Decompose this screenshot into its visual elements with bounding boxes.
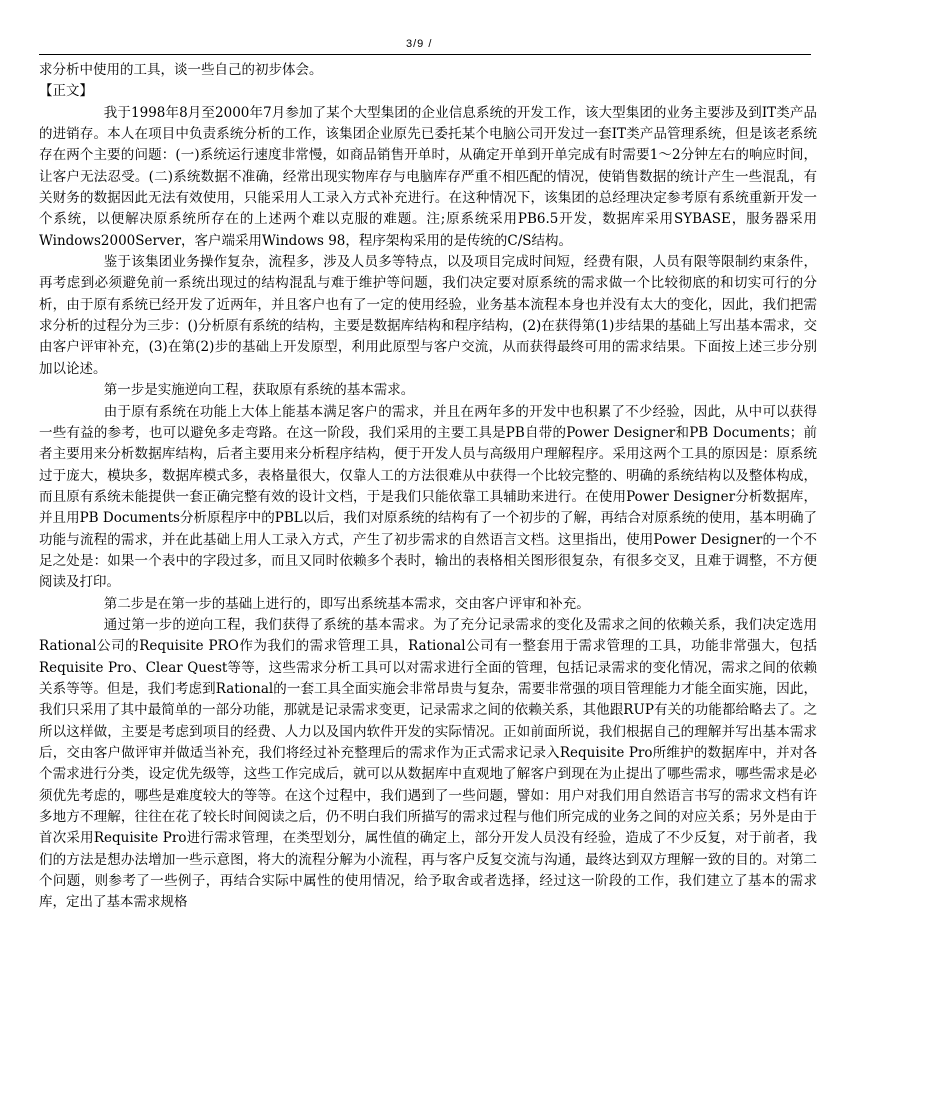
paragraph-analysis-approach: 鉴于该集团业务操作复杂，流程多，涉及人员多等特点，以及项目完成时间短，经费有限，人员有限等限制约束条件，再考虑到必须避免前一系统出现过的结构混乱与难于维护等问题，我们决定要对原系统的需求做一个比较彻底的和切实可行的分析，由于原有系统已经开发了近两年，并且客户也有了一定的使用经验，业务基本流程本身也并没有太大的变化，因此，我们把需求分析的过程分为三步：()分析原有系统的结构，主要是数据库结构和程序结构，(2)在获得第(1)步结果的基础上写出基本需求，交由客户评审补充，(3)在第(2)步的基础上开发原型，利用此原型与客户交流，从而获得最终可用的需求结果。下面按上述三步分别加以论述。 — [39, 254, 817, 377]
page-header — [0, 38, 950, 56]
paragraph-reverse-engineering: 由于原有系统在功能上大体上能基本满足客户的需求，并且在两年多的开发中也积累了不少经验，因此，从中可以获得一些有益的参考，也可以避免多走弯路。在这一阶段，我们采用的主要工具是PB自带的Power Designer和PB Documents；前者主要用来分析数据库结构，后者主要用来分析程序结构，便于开发人员与高级用户理解程序。采用这两个工具的原因是：原系统过于庞大，模块多，数据库模式多，表格量很大，仅靠人工的方法很难从中获得一个比较完整的、明确的系统结构以及整体构成，而且原有系统未能提供一套正确完整有效的设计文档，于是我们只能依靠工具辅助来进行。在使用Power Designer分析数据库，并且用PB Documents分析原程序中的PBL以后，我们对原系统的结构有了一个初步的了解，再结合对原系统的使用，基本明确了功能与流程的需求，并在此基础上用人工录入方式，产生了初步需求的自然语言文档。这里指出，使用Power Designer的一个不足之处是：如果一个表中的字段过多，而且又同时依赖多个表时，输出的表格相关图形很复杂，有很多交叉，且难于调整，不方便阅读及打印。 — [39, 403, 817, 591]
document-body — [39, 60, 817, 914]
header-divider — [39, 54, 811, 55]
paragraph-project-background: 我于1998年8月至2000年7月参加了某个大型集团的企业信息系统的开发工作，该大型集团的业务主要涉及到IT类产品的进销存。本人在项目中负责系统分析的工作，该集团企业原先已委托某个电脑公司开发过一套IT类产品管理系统，但是该老系统存在两个主要的问题：(一)系统运行速度非常慢，如商品销售开单时，从确定开单到开单完成有时需要1～2分钟左右的响应时间，让客户无法忍受。(二)系统数据不准确，经常出现实物库存与电脑库存严重不相匹配的情况，使销售数据的统计产生一些混乱，有关财务的数据因此无法有效使用，只能采用人工录入方式补充进行。在这种情况下，该集团的总经理决定参考原有系统重新开发一个系统，以便解决原系统所存在的上述两个难以克服的难题。注;原系统采用PB6.5开发，数据库采用SYBASE，服务器采用Windows2000Server，客户端采用Windows 98，程序架构采用的是传统的C/S结构。 — [39, 104, 817, 249]
page-number: 3/9 / — [406, 38, 433, 50]
section-heading: 【正文】 — [39, 83, 93, 100]
paragraph-requirements-management: 通过第一步的逆向工程，我们获得了系统的基本需求。为了充分记录需求的变化及需求之间的依赖关系，我们决定选用Rational公司的Requisite PRO作为我们的需求管理工具，Rational公司有一整套用于需求管理的工具，功能非常强大，包括Requisite Pro、Clear Quest等等，这些需求分析工具可以对需求进行全面的管理，包括记录需求的变化情况，需求之间的依赖关系等等。但是，我们考虑到Rational的一套工具全面实施会非常昂贵与复杂，需要非常强的项目管理能力才能全面实施，因此，我们只采用了其中最简单的一部分功能，那就是记录需求变更，记录需求之间的依赖关系，其他跟RUP有关的功能都给略去了。之所以这样做，主要是考虑到项目的经费、人力以及国内软件开发的实际情况。正如前面所说，我们根据自己的理解并写出基本需求后，交由客户做评审并做适当补充，我们将经过补充整理后的需求作为正式需求记录入Requisite Pro所维护的数据库中，并对各个需求进行分类，设定优先级等，这些工作完成后，就可以从数据库中直观地了解客户到现在为止提出了哪些需求，哪些需求是必须优先考虑的，哪些是难度较大的等等。在这个过程中，我们遇到了一些问题，譬如：用户对我们用自然语言书写的需求文档有许多地方不理解，往往在花了较长时间阅读之后，仍不明白我们所描写的需求过程与他们所完成的业务之间的对应关系；另外是由于首次采用Requisite Pro进行需求管理，在类型划分，属性值的确定上，部分开发人员没有经验，造成了不少反复，对于前者，我们的方法是想办法增加一些示意图，将大的流程分解为小流程，再与客户反复交流与沟通，最终达到双方理解一致的目的。对第二个问题，则参考了一些例子，再结合实际中属性的使用情况，给予取舍或者选择，经过这一阶段的工作，我们建立了基本的需求库，定出了基本需求规格 — [39, 616, 817, 911]
paragraph-step-two-title: 第二步是在第一步的基础上进行的，即写出系统基本需求，交由客户评审和补充。 — [103, 595, 590, 612]
paragraph-step-one-title: 第一步是实施逆向工程，获取原有系统的基本需求。 — [103, 382, 415, 399]
lead-in-text: 求分析中使用的工具，谈一些自己的初步体会。 — [39, 62, 323, 78]
